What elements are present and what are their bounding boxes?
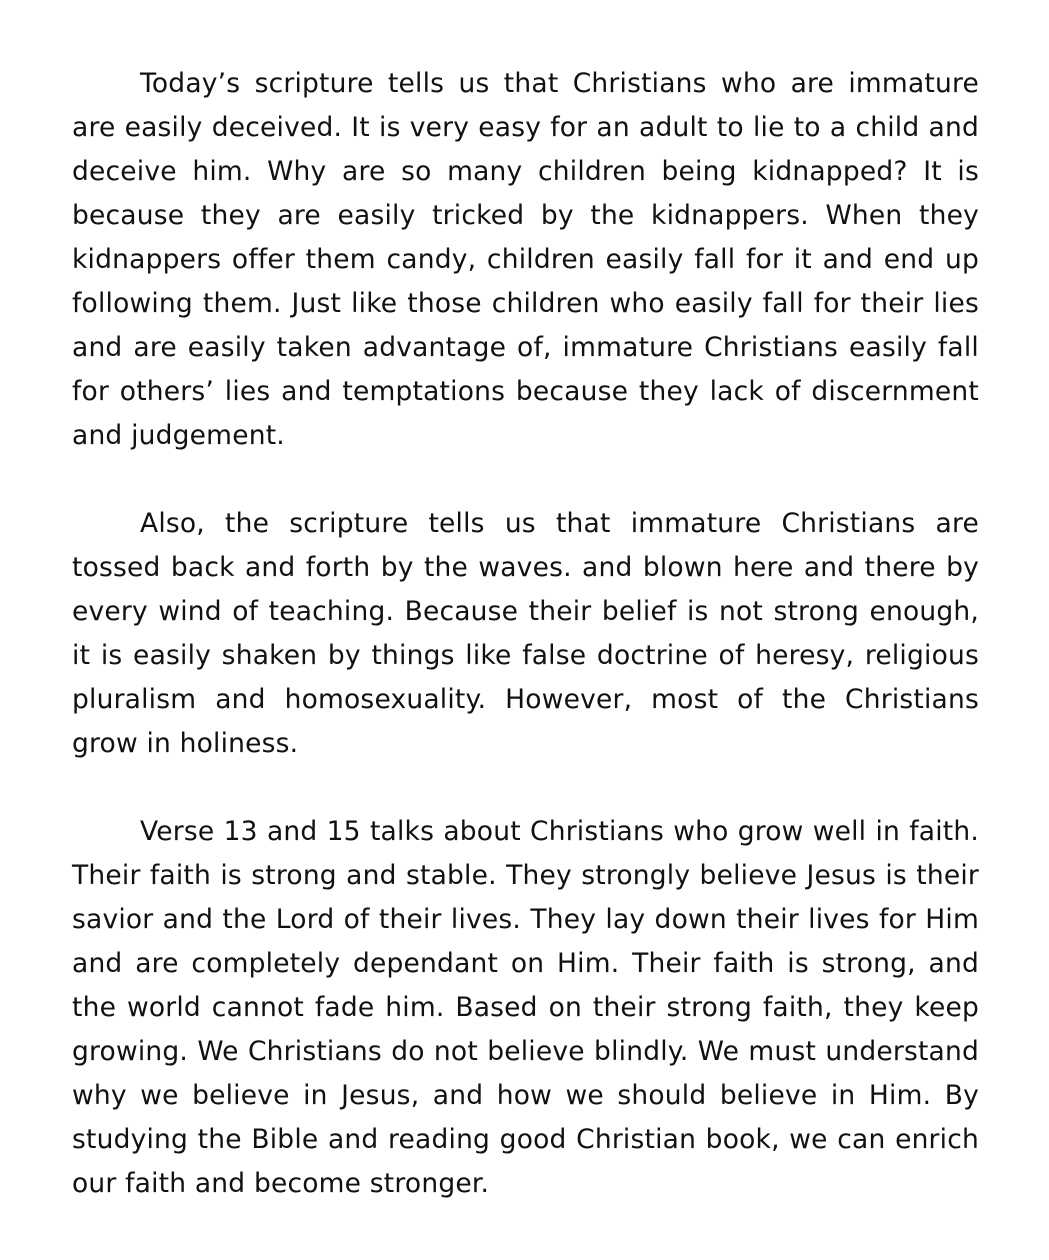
paragraph-growing-in-faith: Verse 13 and 15 talks about Christians who grow well in faith. Their faith is strong and stable. They strongly believe Jesus is their savior and the Lord of their lives. They lay down their lives for Him and are completely dependant on Him. Their faith is strong, and the world cannot fade him. Based on their strong faith, they keep growing. We Christians do not believe blindly. We must understand why we believe in Jesus, and how we should believe in Him. By studying the Bible and reading good Christian book, we can enrich our faith and become stronger.	[72, 816, 979, 1199]
paragraph-immature-deceived: Today’s scripture tells us that Christians who are immature are easily deceived. It is very easy for an adult to lie to a child and deceive him. Why are so many children being kidnapped? It is because they are easily tricked by the kidnappers. When they kidnappers offer them candy, children easily fall for it and end up following them. Just like those children who easily fall for their lies and are easily taken advantage of, immature Christians easily fall for others’ lies and temptations because they lack of discernment and judgement.	[72, 68, 979, 451]
paragraph-tossed-by-waves: Also, the scripture tells us that immature Christians are tossed back and forth by the waves. and blown here and there by every wind of teaching. Because their belief is not strong enough, it is easily shaken by things like false doctrine of heresy, religious pluralism and homosexuality. However, most of the Christians grow in holiness.	[72, 508, 979, 759]
document-body	[72, 62, 979, 1206]
